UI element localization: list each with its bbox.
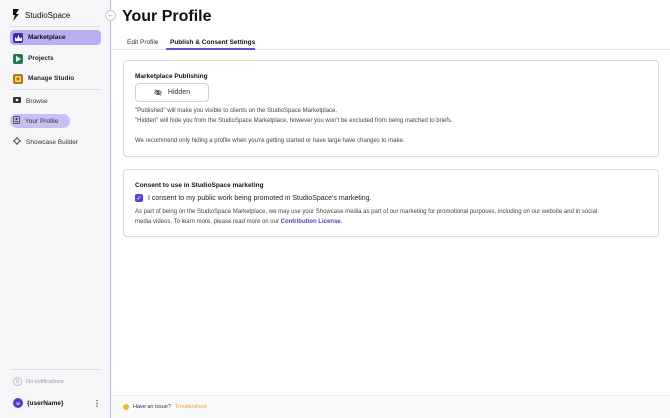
app-name: StudioSpace [25, 10, 71, 20]
more-options-icon[interactable]: ⋮ [93, 398, 101, 408]
hidden-description: "Hidden" will hide you from the StudioSpace Marketplace, however you won't be excluded from being matched to briefs. [135, 118, 453, 124]
tab-publish-consent-settings[interactable]: Publish & Consent Settings [170, 39, 256, 46]
avatar: U [13, 398, 23, 408]
browse-icon [13, 97, 21, 105]
warning-icon [123, 404, 129, 410]
notifications-label: No notifications [26, 378, 64, 385]
consent-checkbox-label: I consent to my public work being promoted in StudioSpace's marketing. [148, 194, 372, 202]
notification-count: 0 [13, 377, 22, 386]
sidebar-item-label: Marketplace [28, 34, 66, 41]
checkmark-icon: ✓ [136, 195, 142, 202]
sidebar-item-label: Showcase Builder [26, 138, 79, 146]
marketplace-icon [13, 33, 23, 43]
card-title: Marketplace Publishing [135, 73, 208, 80]
sidebar-item-your-profile[interactable] [10, 114, 70, 128]
sidebar-item-label: Projects [28, 55, 54, 62]
page-title: Your Profile [122, 8, 212, 25]
sidebar-item-browse[interactable] [10, 94, 48, 108]
contribution-license-link[interactable]: Contribution License [280, 218, 341, 225]
projects-icon [13, 54, 23, 64]
visibility-toggle-button[interactable] [135, 83, 209, 102]
footer [112, 395, 670, 418]
showcase-icon [13, 137, 21, 147]
arrow-left-icon: ← [107, 12, 114, 19]
consent-body-line: media videos. To learn more, please read more on our [135, 218, 279, 225]
user-menu[interactable] [13, 398, 101, 408]
brand[interactable] [12, 9, 70, 21]
main-content [112, 0, 670, 418]
profile-icon [13, 116, 20, 126]
marketing-consent-card [123, 169, 659, 237]
user-name: {userName} [27, 399, 64, 407]
sidebar [0, 0, 114, 418]
visibility-status-label: Hidden [167, 89, 191, 96]
consent-body-line: As part of being on the StudioSpace Marketplace, we may use your Showcase media as part of our marketing for promotional purposes, including on our website and in social [135, 209, 598, 215]
consent-body-period: . [340, 218, 343, 225]
sidebar-item-projects[interactable] [10, 51, 101, 66]
card-title: Consent to use in StudioSpace marketing [135, 182, 264, 189]
sidebar-item-label: Manage Studio [28, 75, 75, 82]
tab-bar [112, 37, 670, 50]
recommendation-text: We recommend only hiding a profile when you're getting started or have large have changes to make. [135, 138, 405, 144]
issue-banner [123, 404, 207, 410]
sidebar-item-label: Your Profile [25, 117, 59, 125]
sidebar-item-label: Browse [26, 97, 48, 105]
sidebar-item-showcase-builder[interactable] [10, 135, 78, 149]
troubleshoot-link[interactable]: Troubleshoot [174, 404, 207, 410]
marketplace-publishing-card [123, 60, 659, 157]
issue-text: Have an issue? [133, 404, 171, 410]
sidebar-divider [10, 89, 100, 90]
sidebar-item-marketplace[interactable] [10, 30, 101, 45]
eye-off-icon [154, 89, 162, 96]
active-tab-indicator [166, 48, 255, 50]
published-description: "Published" will make you visible to clients on the StudioSpace Marketplace. [135, 108, 338, 114]
notifications[interactable] [13, 377, 64, 386]
sidebar-divider [10, 26, 100, 27]
studiospace-logo-icon [12, 9, 20, 21]
sidebar-item-manage-studio[interactable] [10, 71, 101, 86]
tab-edit-profile[interactable]: Edit Profile [127, 39, 159, 46]
consent-checkbox-row[interactable] [135, 194, 372, 202]
manage-studio-icon [13, 74, 23, 84]
sidebar-divider [10, 369, 100, 370]
consent-checkbox[interactable] [135, 194, 143, 202]
consent-body [135, 208, 660, 227]
